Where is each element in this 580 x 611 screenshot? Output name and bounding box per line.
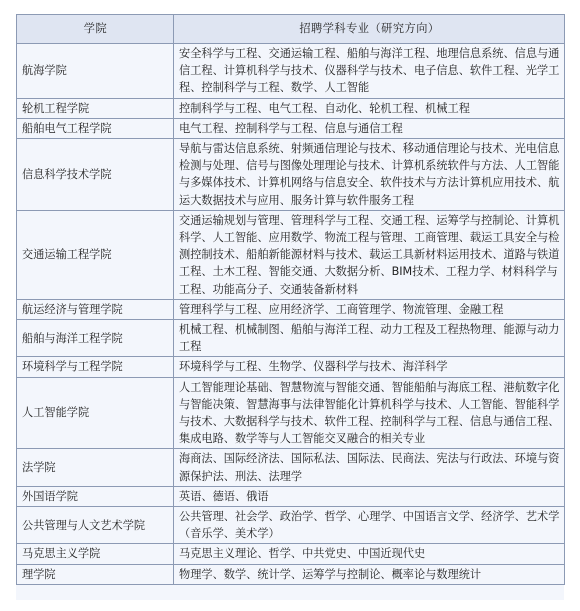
college-cell: 人工智能学院 — [17, 377, 174, 449]
table-row — [17, 44, 565, 99]
subjects-cell: 交通运输规划与管理、管理科学与工程、交通工程、运筹学与控制论、计算机科学、人工智能、应用数学、物流工程与管理、工商管理、载运工具安全与检测控制技术、船舶新能源材料与技术、载运工具新材料运用技术、道路与铁道工程、土木工程、智能交通、大数据分析、BIM技术、工程力学、材料科学与工程、功能高分子、交通装备新材料 — [174, 210, 565, 299]
college-cell: 航海学院 — [17, 44, 174, 99]
subjects-cell: 机械工程、机械制图、船舶与海洋工程、动力工程及工程热物理、能源与动力工程 — [174, 320, 565, 357]
college-cell: 外国语学院 — [17, 486, 174, 506]
college-cell: 交通运输工程学院 — [17, 210, 174, 299]
subjects-cell: 环境科学与工程、生物学、仪器科学与技术、海洋科学 — [174, 357, 565, 377]
table-row — [17, 449, 565, 486]
header-college: 学院 — [17, 15, 174, 44]
subjects-cell: 马克思主义理论、哲学、中共党史、中国近现代史 — [174, 544, 565, 564]
table-row — [17, 118, 565, 138]
recruitment-table — [16, 14, 565, 585]
table-row — [17, 139, 565, 211]
table-header-row — [17, 15, 565, 44]
table-row — [17, 377, 565, 449]
table-row — [17, 486, 565, 506]
table-row — [17, 299, 565, 319]
college-cell: 船舶电气工程学院 — [17, 118, 174, 138]
header-subjects: 招聘学科专业（研究方向） — [174, 15, 565, 44]
college-cell: 公共管理与人文艺术学院 — [17, 507, 174, 544]
subjects-cell: 安全科学与工程、交通运输工程、船舶与海洋工程、地理信息系统、信息与通信工程、计算机科学与技术、仪器科学与技术、电子信息、软件工程、光学工程、控制科学与工程、数学、人工智能 — [174, 44, 565, 99]
college-cell: 信息科学技术学院 — [17, 139, 174, 211]
college-cell: 法学院 — [17, 449, 174, 486]
subjects-cell: 海商法、国际经济法、国际私法、国际法、民商法、宪法与行政法、环境与资源保护法、刑法、法理学 — [174, 449, 565, 486]
college-cell: 轮机工程学院 — [17, 98, 174, 118]
table-row — [17, 507, 565, 544]
subjects-cell: 人工智能理论基础、智慧物流与智能交通、智能船舶与海底工程、港航数字化与智能决策、智慧海事与法律智能化计算机科学与技术、人工智能、智能科学与技术、大数据科学与技术、软件工程、控制科学与工程、信息与通信工程、集成电路、数学等与人工智能交叉融合的相关专业 — [174, 377, 565, 449]
subjects-cell: 公共管理、社会学、政治学、哲学、心理学、中国语言文学、经济学、艺术学（音乐学、美术学） — [174, 507, 565, 544]
subjects-cell: 物理学、数学、统计学、运筹学与控制论、概率论与数理统计 — [174, 564, 565, 584]
table-row — [17, 544, 565, 564]
table-row — [17, 357, 565, 377]
table-row — [17, 98, 565, 118]
college-cell: 环境科学与工程学院 — [17, 357, 174, 377]
college-cell: 理学院 — [17, 564, 174, 584]
table-row — [17, 564, 565, 584]
subjects-cell: 电气工程、控制科学与工程、信息与通信工程 — [174, 118, 565, 138]
subjects-cell: 英语、德语、俄语 — [174, 486, 565, 506]
subjects-cell: 控制科学与工程、电气工程、自动化、轮机工程、机械工程 — [174, 98, 565, 118]
college-cell: 马克思主义学院 — [17, 544, 174, 564]
table-row — [17, 320, 565, 357]
college-cell: 航运经济与管理学院 — [17, 299, 174, 319]
college-cell: 船舶与海洋工程学院 — [17, 320, 174, 357]
subjects-cell: 导航与雷达信息系统、射频通信理论与技术、移动通信理论与技术、光电信息检测与处理、信号与图像处理理论与技术、计算机系统软件与方法、人工智能与多媒体技术、计算机网络与信息安全、软件技术与方法计算机应用技术、航运大数据技术与应用、服务计算与软件服务工程 — [174, 139, 565, 211]
table-row — [17, 210, 565, 299]
subjects-cell: 管理科学与工程、应用经济学、工商管理学、物流管理、金融工程 — [174, 299, 565, 319]
